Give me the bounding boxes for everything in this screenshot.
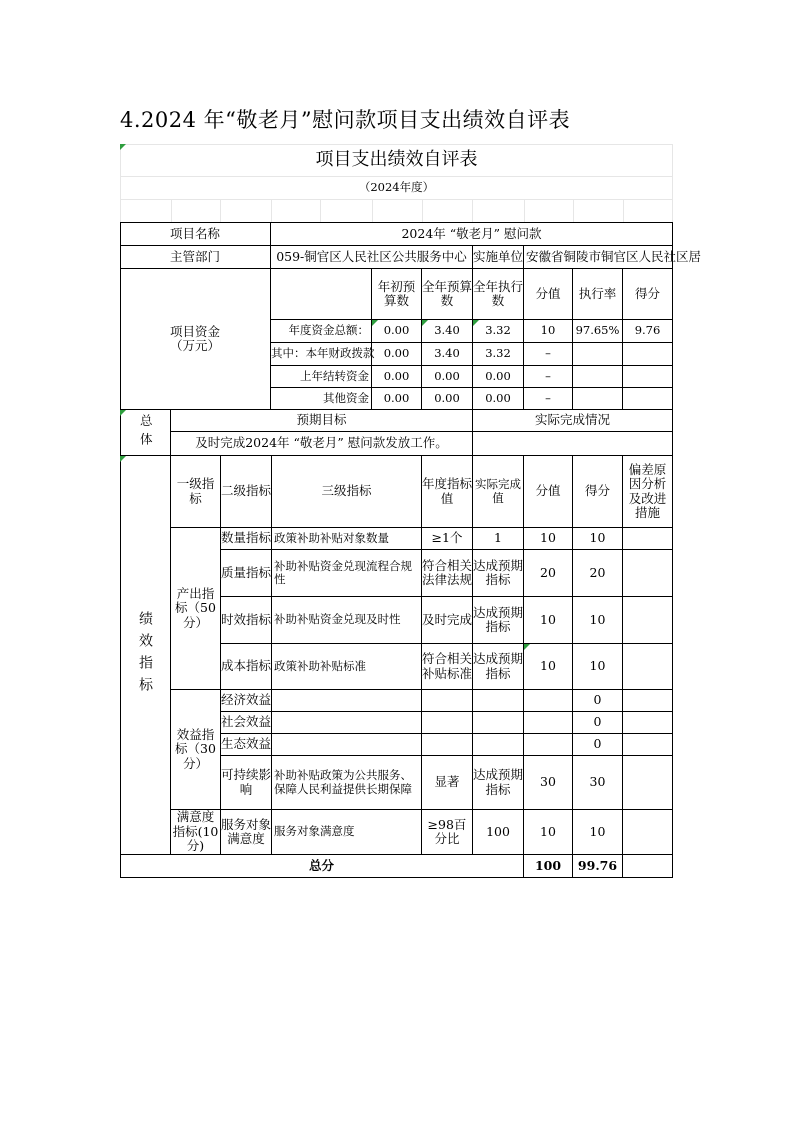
output-weight: 20 [524, 550, 573, 597]
output-weight: 10 [524, 644, 573, 690]
output-deviation [623, 644, 673, 690]
output-label: 产出指标（50分） [171, 528, 221, 690]
satisfaction-target: ≥98百分比 [422, 810, 473, 855]
satisfaction-actual: 100 [473, 810, 524, 855]
funds-cell [573, 366, 623, 388]
expected-goal-label: 预期目标 [171, 410, 473, 432]
funds-cell: 3.40 [422, 320, 473, 343]
funds-cell: 0.00 [372, 366, 422, 388]
evaluation-sheet [120, 144, 702, 878]
benefit-l2: 经济效益 [221, 690, 272, 712]
satisfaction-weight: 10 [524, 810, 573, 855]
benefit-target [422, 690, 473, 712]
benefit-l2: 社会效益 [221, 712, 272, 734]
project-name-value: 2024年 “敬老月” 慰问款 [271, 223, 673, 246]
funds-cell: – [524, 388, 573, 410]
funds-cell: 0.00 [422, 388, 473, 410]
benefit-score: 30 [573, 756, 623, 810]
output-l3: 补助补贴资金兑现及时性 [272, 597, 422, 644]
satisfaction-deviation [623, 810, 673, 855]
overall-label: 总体 [138, 414, 154, 451]
output-score: 10 [573, 597, 623, 644]
funds-cell [623, 366, 673, 388]
perf-label: 绩效指标 [137, 611, 154, 699]
output-deviation [623, 528, 673, 550]
benefit-deviation [623, 734, 673, 756]
benefit-actual [473, 690, 524, 712]
output-target: ≥1个 [422, 528, 473, 550]
benefit-weight [524, 690, 573, 712]
output-l3: 政策补助补贴对象数量 [272, 528, 422, 550]
output-l2: 质量指标 [221, 550, 272, 597]
perf-header-actual: 实际完成值 [473, 456, 524, 528]
funds-header-weight: 分值 [524, 269, 573, 320]
output-weight: 10 [524, 528, 573, 550]
perf-header-l3: 三级指标 [272, 456, 422, 528]
expected-goal-text: 及时完成2024年 “敬老月” 慰问款发放工作。 [171, 432, 473, 456]
output-actual: 达成预期指标 [473, 644, 524, 690]
funds-cell: 97.65% [573, 320, 623, 343]
benefit-label: 效益指标（30分） [171, 690, 221, 810]
funds-row-label: 上年结转资金 [271, 366, 372, 388]
satisfaction-label: 满意度指标(10分) [171, 810, 221, 855]
funds-cell: 0.00 [422, 366, 473, 388]
overall-label-cell [120, 410, 171, 456]
funds-cell [623, 343, 673, 366]
funds-cell: 0.00 [372, 388, 422, 410]
year-label: （2024年度） [358, 179, 435, 194]
perf-header-deviation: 偏差原因分析及改进措施 [623, 456, 673, 528]
funds-cell: 0.00 [372, 320, 422, 343]
funds-cell: 3.32 [473, 343, 524, 366]
funds-cell: 10 [524, 320, 573, 343]
total-score: 99.76 [573, 855, 623, 878]
benefit-deviation [623, 712, 673, 734]
funds-cell [573, 343, 623, 366]
output-score: 10 [573, 528, 623, 550]
funds-cell: 9.76 [623, 320, 673, 343]
funds-cell: 0.00 [473, 388, 524, 410]
perf-header-weight: 分值 [524, 456, 573, 528]
funds-cell: 0.00 [372, 343, 422, 366]
perf-label-cell [120, 456, 171, 855]
benefit-deviation [623, 756, 673, 810]
funds-cell: 0.00 [473, 366, 524, 388]
output-weight: 10 [524, 597, 573, 644]
dept-value: 059-铜官区人民社区公共服务中心 [271, 246, 473, 269]
funds-row-label: 其他资金 [271, 388, 372, 410]
benefit-l2: 可持续影响 [221, 756, 272, 810]
funds-label: 项目资金 [169, 323, 220, 339]
dept-label: 主管部门 [120, 246, 271, 269]
output-l2: 时效指标 [221, 597, 272, 644]
actual-text [473, 432, 673, 456]
output-l3: 政策补助补贴标准 [272, 644, 422, 690]
perf-header-l1: 一级指标 [171, 456, 221, 528]
output-actual: 达成预期指标 [473, 597, 524, 644]
benefit-score: 0 [573, 690, 623, 712]
funds-cell [623, 388, 673, 410]
funds-header-annual: 全年预算数 [422, 269, 473, 320]
funds-cell: – [524, 366, 573, 388]
benefit-deviation [623, 690, 673, 712]
actual-label: 实际完成情况 [473, 410, 673, 432]
impl-label: 实施单位 [473, 246, 524, 269]
output-target: 及时完成 [422, 597, 473, 644]
perf-header-l2: 二级指标 [221, 456, 272, 528]
benefit-target: 显著 [422, 756, 473, 810]
funds-row-label: 其中：本年财政拨款 [271, 343, 372, 366]
benefit-target [422, 734, 473, 756]
total-label: 总分 [120, 855, 524, 878]
output-deviation [623, 550, 673, 597]
output-l2: 数量指标 [221, 528, 272, 550]
funds-unit: （万元） [169, 338, 220, 353]
output-actual: 达成预期指标 [473, 550, 524, 597]
satisfaction-l3: 服务对象满意度 [272, 810, 422, 855]
benefit-score: 0 [573, 734, 623, 756]
benefit-actual [473, 712, 524, 734]
project-name-label: 项目名称 [120, 223, 271, 246]
perf-header-target: 年度指标值 [422, 456, 473, 528]
benefit-actual: 达成预期指标 [473, 756, 524, 810]
output-score: 20 [573, 550, 623, 597]
total-deviation [623, 855, 673, 878]
table-title: 项目支出绩效自评表 [315, 148, 478, 170]
benefit-l2: 生态效益 [221, 734, 272, 756]
output-l2: 成本指标 [221, 644, 272, 690]
impl-value: 安徽省铜陵市铜官区人民社区居 [524, 246, 673, 269]
funds-cell: – [524, 343, 573, 366]
output-target: 符合相关补贴标准 [422, 644, 473, 690]
benefit-l3 [272, 734, 422, 756]
funds-row-label: 年度资金总额： [271, 320, 372, 343]
funds-label-cell [120, 269, 271, 410]
funds-header-score: 得分 [623, 269, 673, 320]
benefit-target [422, 712, 473, 734]
output-score: 10 [573, 644, 623, 690]
benefit-weight: 30 [524, 756, 573, 810]
output-target: 符合相关法律法规 [422, 550, 473, 597]
benefit-l3: 补助补贴政策为公共服务、保障人民利益提供长期保障 [272, 756, 422, 810]
funds-cell [573, 388, 623, 410]
page-heading: 4.2024 年“敬老月”慰问款项目支出绩效自评表 [120, 108, 571, 132]
funds-header-initial: 年初预算数 [372, 269, 422, 320]
funds-header-blank [271, 269, 372, 320]
output-l3: 补助补贴资金兑现流程合规性 [272, 550, 422, 597]
output-actual: 1 [473, 528, 524, 550]
funds-header-rate: 执行率 [573, 269, 623, 320]
funds-cell: 3.32 [473, 320, 524, 343]
perf-header-score: 得分 [573, 456, 623, 528]
total-weight: 100 [524, 855, 573, 878]
funds-header-executed: 全年执行数 [473, 269, 524, 320]
satisfaction-score: 10 [573, 810, 623, 855]
benefit-weight [524, 712, 573, 734]
benefit-actual [473, 734, 524, 756]
benefit-l3 [272, 690, 422, 712]
funds-cell: 3.40 [422, 343, 473, 366]
satisfaction-l2: 服务对象满意度 [221, 810, 272, 855]
benefit-weight [524, 734, 573, 756]
benefit-l3 [272, 712, 422, 734]
output-deviation [623, 597, 673, 644]
benefit-score: 0 [573, 712, 623, 734]
